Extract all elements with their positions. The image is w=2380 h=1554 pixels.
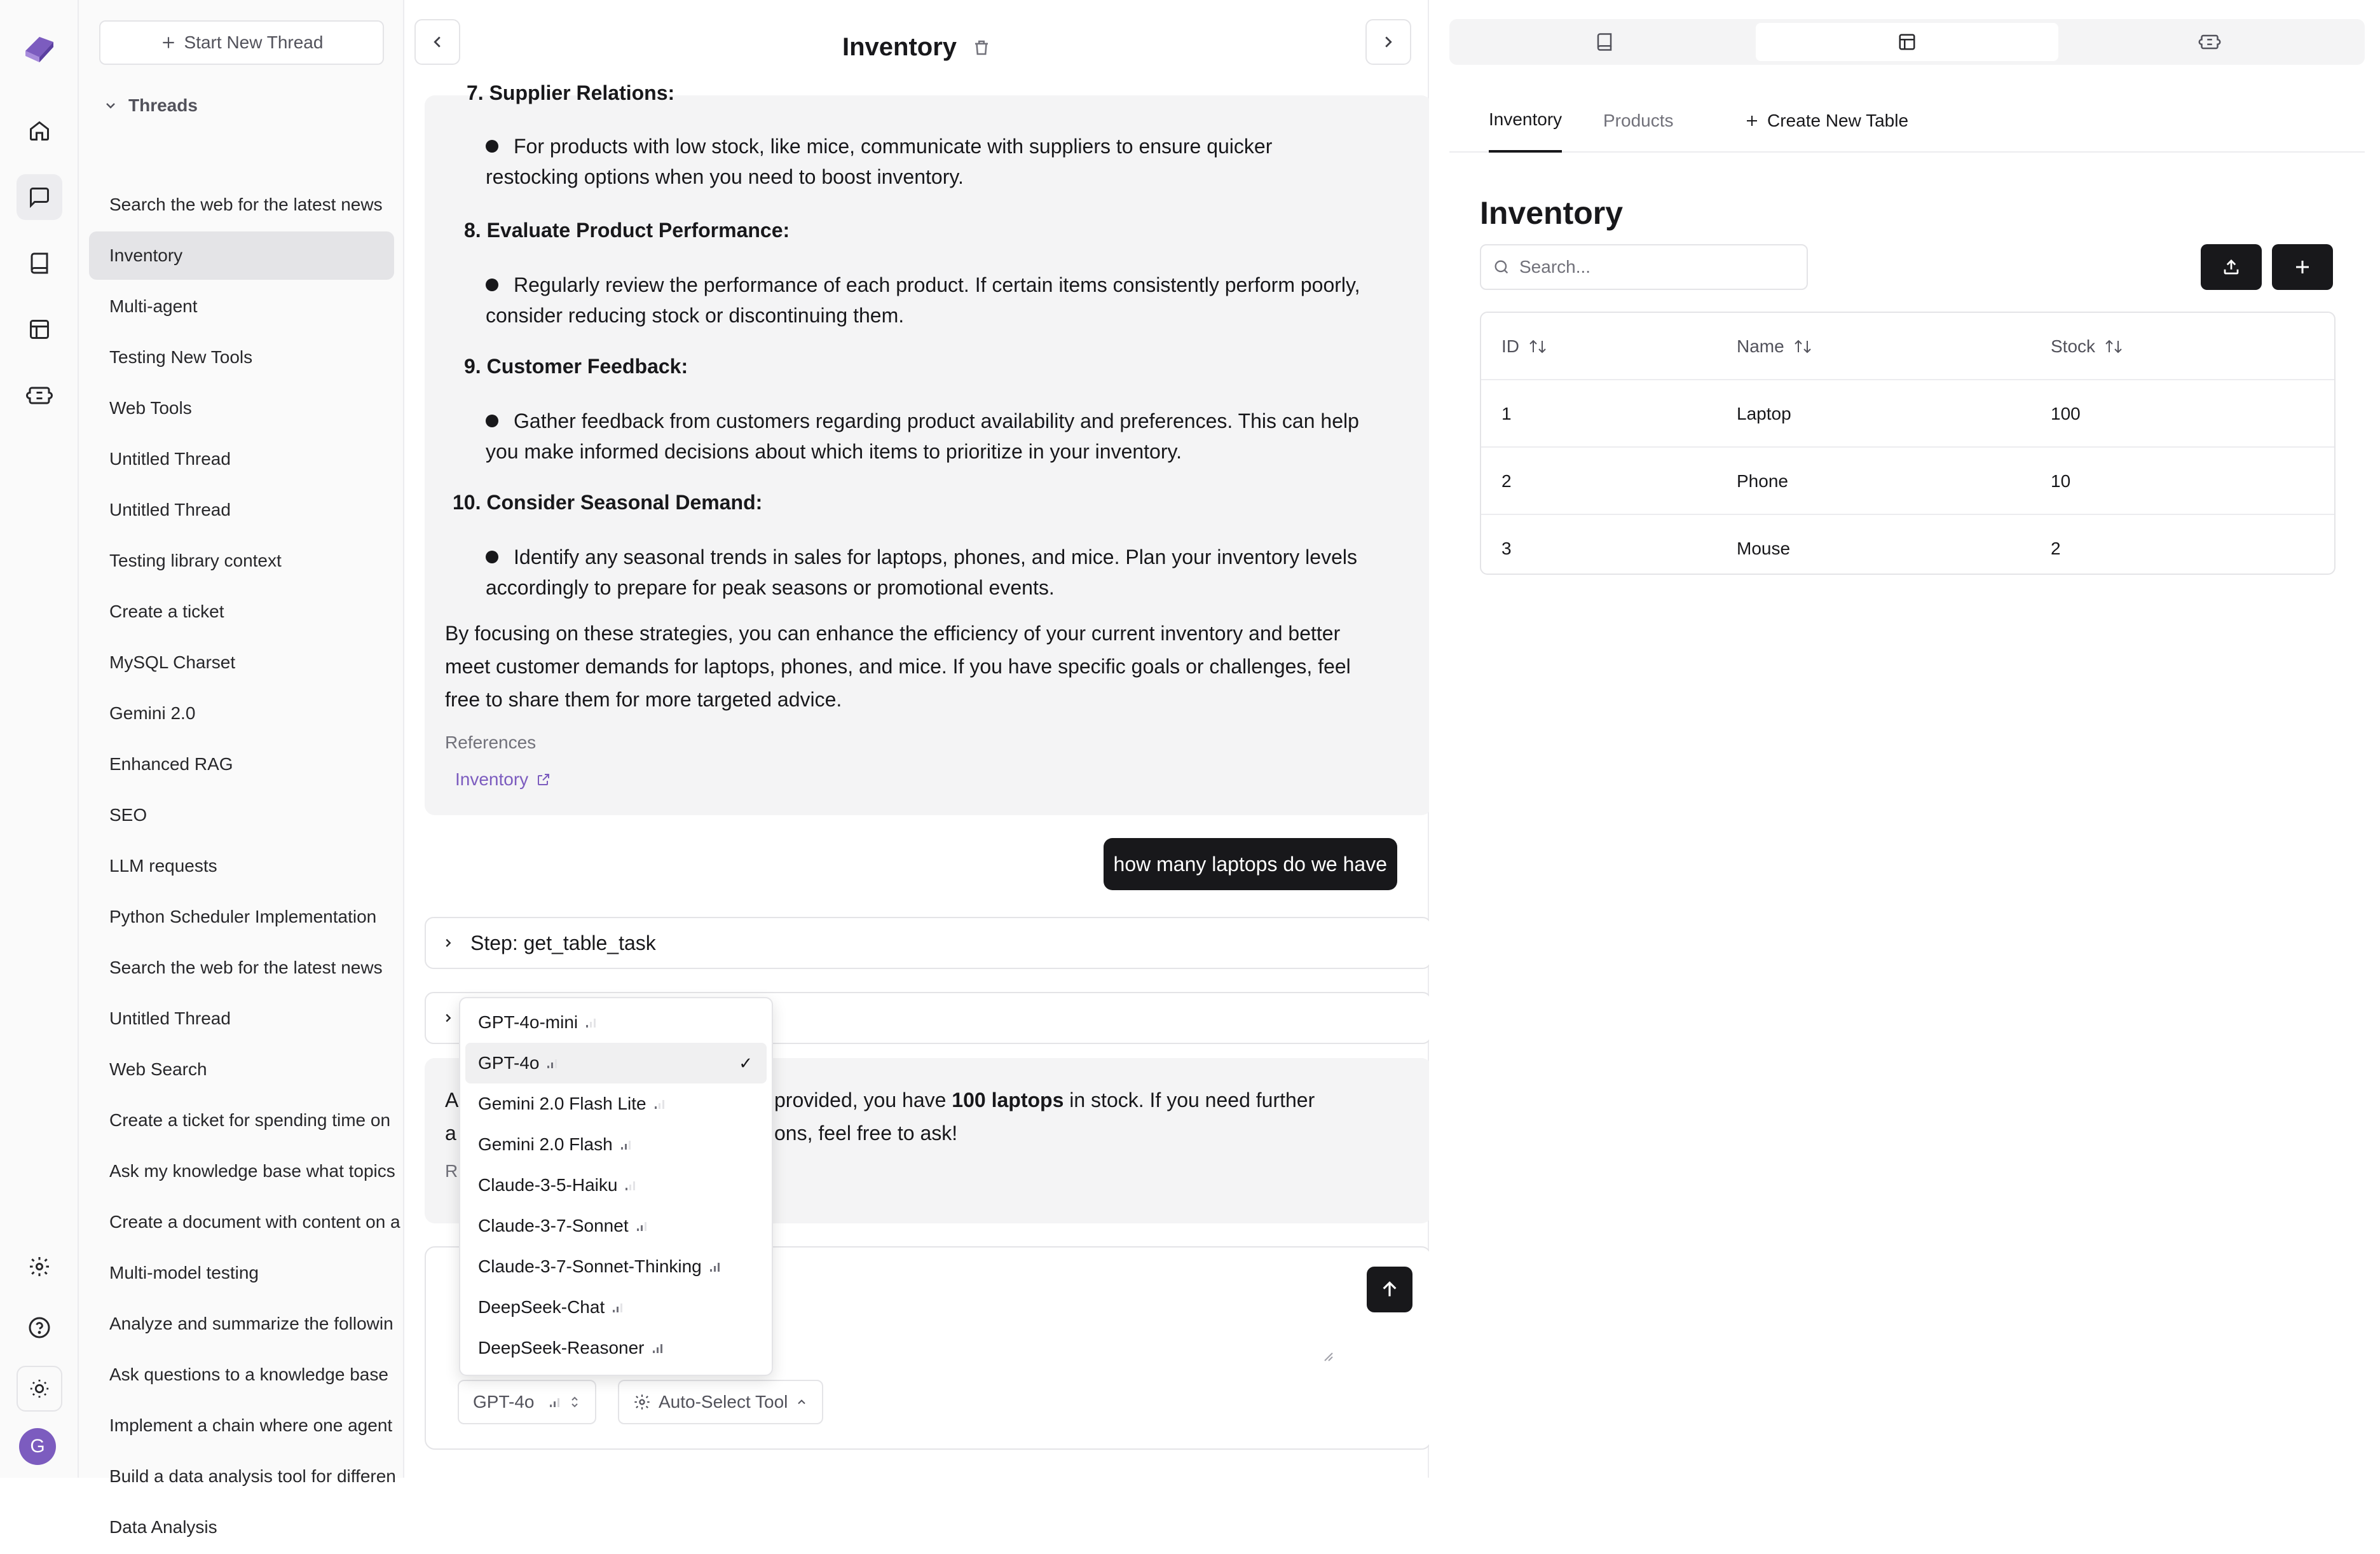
references-label: R <box>445 1161 458 1181</box>
column-header-name[interactable]: Name <box>1737 313 1812 380</box>
message-text: a <box>445 1122 456 1145</box>
message-text: ons, feel free to ask! <box>774 1122 958 1145</box>
thread-item[interactable]: Multi-agent <box>109 296 198 316</box>
start-new-thread-button[interactable] <box>99 20 384 65</box>
model-option[interactable] <box>465 1246 767 1287</box>
model-option-label: DeepSeek-Reasoner <box>478 1338 645 1358</box>
table-row[interactable] <box>1481 380 2334 448</box>
thread-item[interactable]: Build a data analysis tool for differen <box>109 1466 396 1486</box>
chat-title: Inventory <box>842 33 957 61</box>
bullet-text: accordingly to prepare for peak seasons or promotional events. <box>486 576 1055 599</box>
plus-icon <box>160 34 177 51</box>
avatar[interactable]: G <box>19 1428 56 1465</box>
thread-item[interactable]: Python Scheduler Implementation <box>109 907 377 926</box>
summary-text: By focusing on these strategies, you can enhance the efficiency of your current inventory and better <box>445 622 1341 645</box>
reference-link-label: Inventory <box>455 769 529 789</box>
external-link-icon <box>536 772 551 787</box>
cell-id: 1 <box>1501 404 1512 423</box>
bullet-text: restocking options when you need to boost inventory. <box>486 165 964 188</box>
model-option[interactable] <box>465 1165 767 1206</box>
bullet <box>486 415 498 427</box>
thread-item[interactable]: Create a document with content on a <box>109 1212 400 1232</box>
arrow-up-icon <box>1379 1279 1400 1300</box>
model-option[interactable] <box>465 1287 767 1328</box>
threads-heading: Threads <box>128 95 198 115</box>
thread-item[interactable]: LLM requests <box>109 856 217 876</box>
model-option-label: Claude-3-7-Sonnet-Thinking <box>478 1256 702 1276</box>
cell-stock: 100 <box>2051 404 2081 423</box>
step-label: Step: get_table_task <box>470 931 656 954</box>
thread-item[interactable]: Create a ticket <box>109 602 224 621</box>
column-header-stock[interactable]: Stock <box>2051 313 2123 380</box>
chevron-right-icon <box>441 1011 455 1025</box>
step-row[interactable] <box>425 917 1432 969</box>
thread-item[interactable]: Untitled Thread <box>109 1008 231 1028</box>
model-option-label: Claude-3-5-Haiku <box>478 1175 618 1195</box>
references-label: References <box>445 732 537 752</box>
cell-id: 2 <box>1501 471 1512 491</box>
table-icon[interactable] <box>17 306 62 352</box>
bullet-text: Regularly review the performance of each product. If certain items consistently perform poorly, <box>514 273 1360 296</box>
tickets-view-tab[interactable] <box>2058 23 2361 61</box>
signal-icon <box>652 1343 664 1353</box>
chevron-right-icon <box>441 936 455 950</box>
user-message: how many laptops do we have <box>1104 838 1397 890</box>
table-title: Inventory <box>1480 195 1624 231</box>
start-new-thread-label: Start New Thread <box>184 32 324 52</box>
upload-icon <box>2222 258 2241 277</box>
data-table <box>1480 312 2336 575</box>
cell-id: 3 <box>1501 539 1512 558</box>
ticket-icon[interactable] <box>17 373 62 418</box>
thread-item[interactable]: Create a ticket for spending time on <box>109 1110 391 1130</box>
thread-item[interactable]: Testing library context <box>109 551 282 570</box>
table-row[interactable] <box>1481 448 2334 515</box>
model-option[interactable] <box>465 1043 767 1083</box>
bullet <box>486 278 498 291</box>
create-new-table-label: Create New Table <box>1767 111 1909 130</box>
list-item-title: 10. Consider Seasonal Demand: <box>453 491 763 514</box>
signal-icon <box>636 1221 648 1231</box>
search-input[interactable]: Search... <box>1519 257 1591 277</box>
thread-sidebar <box>79 0 404 1537</box>
signal-icon <box>620 1139 632 1150</box>
model-option-label: Gemini 2.0 Flash <box>478 1134 613 1154</box>
model-option-label: Claude-3-7-Sonnet <box>478 1216 629 1235</box>
thread-item[interactable]: Gemini 2.0 <box>109 703 196 723</box>
table-search[interactable] <box>1480 244 1808 290</box>
message-text: provided, you have 100 laptops in stock. If you need further <box>774 1089 1315 1111</box>
cell-name: Phone <box>1737 471 1788 491</box>
list-item-title: 7. Supplier Relations: <box>467 81 675 104</box>
plus-icon <box>1744 113 1760 128</box>
thread-item[interactable]: MySQL Charset <box>109 652 236 672</box>
cell-stock: 10 <box>2051 471 2071 491</box>
theme-toggle-icon[interactable] <box>17 1366 62 1412</box>
model-select-label: GPT-4o <box>473 1392 535 1412</box>
signal-icon <box>625 1180 636 1190</box>
thread-item[interactable]: Inventory <box>89 231 394 280</box>
bullet <box>486 140 498 153</box>
cell-stock: 2 <box>2051 539 2061 558</box>
icon-rail <box>0 0 79 1478</box>
signal-icon <box>654 1099 666 1109</box>
model-option[interactable] <box>465 1002 767 1043</box>
model-dropdown <box>459 997 773 1376</box>
reference-link[interactable] <box>455 769 551 790</box>
model-option-label: GPT-4o-mini <box>478 1012 578 1032</box>
assistant-message <box>425 81 1432 815</box>
sort-icon <box>1528 338 1547 355</box>
model-option[interactable] <box>465 1124 767 1165</box>
thread-item[interactable]: Implement a chain where one agent <box>109 1415 393 1435</box>
data-panel <box>1429 0 2380 1478</box>
home-icon[interactable] <box>17 108 62 154</box>
model-select-button[interactable] <box>458 1380 596 1424</box>
thread-item[interactable]: Search the web for the latest news <box>109 958 383 977</box>
signal-icon <box>585 1017 597 1028</box>
signal-icon <box>709 1262 721 1272</box>
summary-text: meet customer demands for laptops, phones, and mice. If you have specific goals or challenges, feel <box>445 655 1351 678</box>
bullet <box>486 551 498 563</box>
book-icon[interactable] <box>17 240 62 286</box>
chat-icon[interactable] <box>17 174 62 220</box>
bullet-text: For products with low stock, like mice, communicate with suppliers to ensure quicker <box>514 135 1273 158</box>
chevrons-up-down-icon <box>568 1394 581 1410</box>
table-icon <box>1898 32 1917 52</box>
thread-item[interactable]: Web Search <box>109 1059 207 1079</box>
chevron-down-icon <box>103 98 118 113</box>
search-icon <box>1493 258 1510 276</box>
send-button[interactable] <box>1367 1267 1412 1312</box>
cell-name: Mouse <box>1737 539 1791 558</box>
bullet-text: Identify any seasonal trends in sales for laptops, phones, and mice. Plan your inventory levels <box>514 546 1357 568</box>
bullet-text: you make informed decisions about which items to prioritize in your inventory. <box>486 440 1182 463</box>
thread-item[interactable]: Analyze and summarize the followin <box>109 1314 393 1333</box>
tab-products[interactable]: Products <box>1603 111 1674 130</box>
model-option[interactable] <box>465 1206 767 1246</box>
thread-item[interactable]: Untitled Thread <box>109 500 231 519</box>
column-header-id[interactable]: ID <box>1501 313 1547 380</box>
signal-icon <box>547 1058 558 1068</box>
resize-handle-icon[interactable] <box>1321 1349 1334 1362</box>
tab-inventory[interactable]: Inventory <box>1489 89 1562 153</box>
upload-button[interactable] <box>2201 244 2262 290</box>
create-new-table-button[interactable] <box>1744 89 1908 153</box>
bullet-text: Gather feedback from customers regarding product availability and preferences. This can help <box>514 409 1359 432</box>
thread-item[interactable]: Testing New Tools <box>109 347 253 367</box>
list-item-title: 8. Evaluate Product Performance: <box>464 219 790 242</box>
model-option-label: Gemini 2.0 Flash Lite <box>478 1094 646 1113</box>
thread-item[interactable]: Ask my knowledge base what topics <box>109 1161 395 1181</box>
thread-item[interactable]: Search the web for the latest news <box>109 195 383 214</box>
check-icon: ✓ <box>739 1053 753 1073</box>
signal-icon <box>549 1397 561 1407</box>
thread-item[interactable]: Enhanced RAG <box>109 754 233 774</box>
thread-item[interactable]: Data Analysis <box>109 1517 217 1537</box>
tool-select-label: Auto-Select Tool <box>659 1392 788 1412</box>
plus-icon <box>2293 258 2312 277</box>
help-icon[interactable] <box>17 1305 62 1351</box>
library-view-tab[interactable] <box>1453 23 1756 61</box>
signal-icon <box>612 1302 624 1312</box>
thread-item[interactable]: Untitled Thread <box>109 449 231 469</box>
sort-icon <box>1793 338 1812 355</box>
ticket-icon <box>2200 32 2219 52</box>
tool-select-button[interactable] <box>618 1380 823 1424</box>
thread-item[interactable]: Ask questions to a knowledge base <box>109 1365 388 1384</box>
panel-view-switcher <box>1449 19 2365 65</box>
trash-icon[interactable] <box>972 38 991 57</box>
summary-text: free to share them for more targeted advice. <box>445 688 842 711</box>
message-text: A <box>445 1089 459 1111</box>
gear-icon <box>633 1393 651 1411</box>
bullet-text: consider reducing stock or discontinuing them. <box>486 304 905 327</box>
book-icon <box>1595 32 1614 52</box>
chevron-up-icon <box>795 1396 808 1408</box>
sort-icon <box>2104 338 2123 355</box>
cell-name: Laptop <box>1737 404 1791 423</box>
table-tabs <box>1449 89 2365 153</box>
table-row[interactable] <box>1481 515 2334 582</box>
thread-item[interactable]: Multi-model testing <box>109 1263 259 1282</box>
add-row-button[interactable] <box>2272 244 2333 290</box>
model-option-label: DeepSeek-Chat <box>478 1297 605 1317</box>
model-option-label: GPT-4o <box>478 1053 540 1073</box>
app-logo[interactable] <box>20 28 58 66</box>
threads-section-toggle[interactable] <box>103 95 198 116</box>
model-option[interactable] <box>465 1328 767 1368</box>
tables-view-tab[interactable] <box>1756 23 2058 61</box>
thread-list <box>89 181 400 1554</box>
model-option[interactable] <box>465 1083 767 1124</box>
thread-item[interactable]: Web Tools <box>109 398 192 418</box>
list-item-title: 9. Customer Feedback: <box>464 355 688 378</box>
table-header <box>1481 313 2334 380</box>
settings-icon[interactable] <box>17 1244 62 1289</box>
thread-item[interactable]: SEO <box>109 805 147 825</box>
